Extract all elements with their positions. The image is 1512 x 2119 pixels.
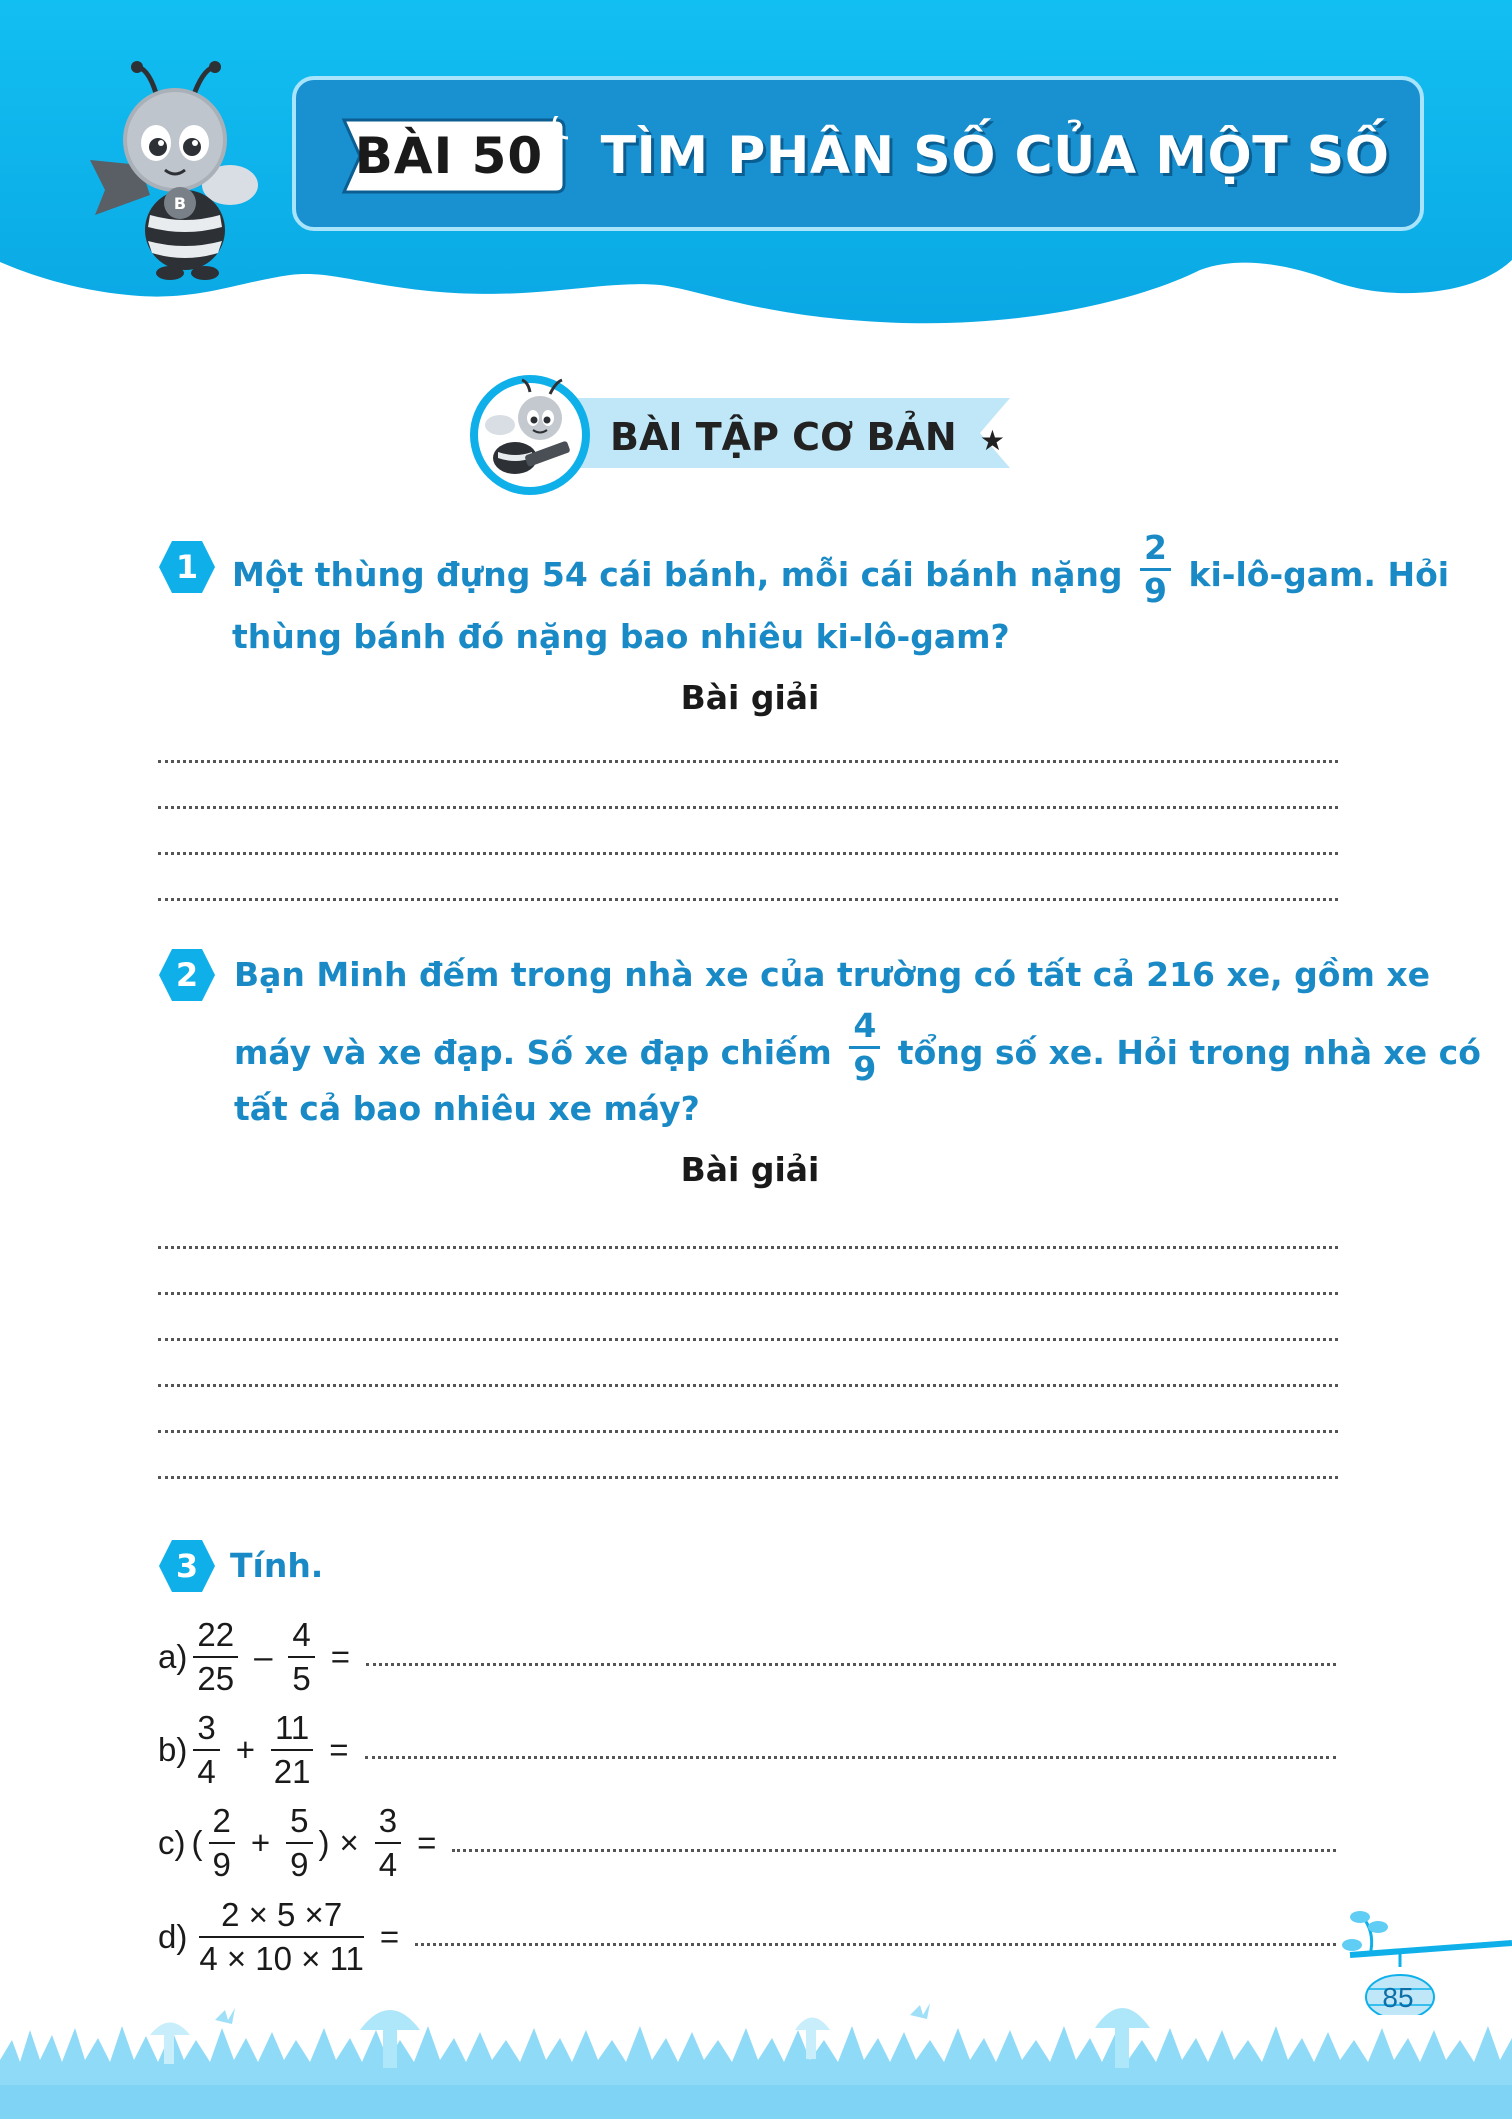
svg-text:B: B <box>173 194 187 213</box>
fraction-numerator: 2 <box>1140 528 1171 571</box>
fraction-denominator: 4 × 10 × 11 <box>199 1940 364 1977</box>
answer-line[interactable] <box>158 1384 1338 1387</box>
fraction <box>375 1800 401 1886</box>
grass-footer <box>0 1990 1512 2119</box>
star-icon: ★ <box>979 424 1005 457</box>
fraction <box>271 1707 313 1793</box>
answer-line[interactable] <box>158 1246 1338 1249</box>
exercise-1-line-2: thùng bánh đó nặng bao nhiêu ki-lô-gam? <box>232 617 1010 656</box>
fraction-numerator: 4 <box>849 1006 880 1049</box>
exercise-1-text-b: ki-lô-gam. Hỏi <box>1188 555 1450 594</box>
fraction-denominator: 9 <box>1144 571 1168 610</box>
fraction-numerator: 4 <box>288 1614 314 1658</box>
exercise-2-text-a: máy và xe đạp. Số xe đạp chiếm <box>234 1033 832 1072</box>
fraction <box>288 1614 314 1700</box>
answer-line[interactable] <box>366 1663 1336 1666</box>
fraction <box>209 1800 235 1886</box>
answer-line[interactable] <box>415 1943 1336 1946</box>
section-title <box>610 407 1005 467</box>
fraction-denominator: 4 <box>197 1753 216 1790</box>
fraction <box>193 1614 238 1700</box>
fraction-4-9 <box>849 1006 880 1089</box>
answer-line[interactable] <box>158 760 1338 763</box>
exercise-1-number: 1 <box>175 548 199 586</box>
item-label: b) <box>158 1731 188 1768</box>
item-label: c) <box>158 1824 186 1861</box>
exercise-3-number: 3 <box>175 1547 199 1585</box>
fraction-denominator: 5 <box>292 1660 311 1697</box>
page-number: 85 <box>1382 1982 1414 2013</box>
close-paren: ) <box>318 1824 330 1861</box>
exercise-2-text-b: tổng số xe. Hỏi trong nhà xe có <box>897 1033 1481 1072</box>
fraction-denominator: 9 <box>853 1049 877 1088</box>
exercise-2-solution-label: Bài giải <box>680 1150 820 1189</box>
answer-line[interactable] <box>452 1849 1336 1852</box>
operator: × <box>339 1824 359 1861</box>
answer-line[interactable] <box>158 898 1338 901</box>
fraction-denominator: 9 <box>290 1846 309 1883</box>
answer-line[interactable] <box>158 852 1338 855</box>
fraction <box>193 1707 219 1793</box>
fraction-denominator: 4 <box>378 1846 398 1883</box>
exercise-3-title: Tính. <box>230 1546 324 1585</box>
answer-line[interactable] <box>158 1430 1338 1433</box>
section-title-text: BÀI TẬP CƠ BẢN <box>610 415 957 459</box>
fraction <box>286 1800 312 1886</box>
answer-line[interactable] <box>158 1292 1338 1295</box>
fraction <box>199 1894 364 1980</box>
answer-line[interactable] <box>158 1476 1338 1479</box>
fraction-denominator: 21 <box>273 1753 311 1790</box>
answer-line[interactable] <box>365 1756 1336 1759</box>
fraction-numerator: 5 <box>286 1800 312 1844</box>
calc-item-a <box>158 1612 1336 1702</box>
operator: + <box>250 1824 271 1861</box>
fraction-numerator: 3 <box>193 1707 219 1751</box>
fraction-denominator: 25 <box>197 1660 235 1697</box>
calc-item-c <box>158 1798 1336 1888</box>
exercise-2-line-3: tất cả bao nhiêu xe máy? <box>234 1089 700 1128</box>
equals-sign: = <box>329 1731 349 1768</box>
exercise-1-solution-label: Bài giải <box>680 678 820 717</box>
exercise-2-line-2 <box>234 1006 1481 1088</box>
fraction-numerator: 2 <box>209 1800 235 1844</box>
fraction-numerator: 2 × 5 ×7 <box>199 1894 364 1938</box>
bee-mascot-icon <box>80 55 270 285</box>
fraction-numerator: 3 <box>375 1800 401 1844</box>
answer-line[interactable] <box>158 806 1338 809</box>
calc-item-d <box>158 1892 1336 1982</box>
lesson-number: BÀI 50 <box>354 127 544 185</box>
fraction-numerator: 22 <box>193 1614 238 1658</box>
item-label: d) <box>158 1918 188 1955</box>
calc-item-b <box>158 1705 1336 1795</box>
open-paren: ( <box>191 1824 203 1861</box>
operator: – <box>254 1638 273 1675</box>
exercise-2-number: 2 <box>175 956 199 994</box>
fraction-numerator: 11 <box>271 1707 313 1751</box>
equals-sign: = <box>417 1824 437 1861</box>
answer-line[interactable] <box>158 1338 1338 1341</box>
item-label: a) <box>158 1638 188 1675</box>
equals-sign: = <box>330 1638 351 1675</box>
exercise-1-text-a: Một thùng đựng 54 cái bánh, mỗi cái bánh nặng <box>232 555 1123 594</box>
page-title: TÌM PHÂN SỐ CỦA MỘT SỐ <box>600 126 1390 186</box>
exercise-1-line-1 <box>232 528 1450 610</box>
equals-sign: = <box>379 1918 400 1955</box>
operator: + <box>235 1731 255 1768</box>
exercise-2-line-1: Bạn Minh đếm trong nhà xe của trường có tất cả 216 xe, gồm xe <box>234 955 1431 994</box>
fraction-2-9 <box>1140 528 1171 611</box>
fraction-denominator: 9 <box>212 1846 231 1883</box>
